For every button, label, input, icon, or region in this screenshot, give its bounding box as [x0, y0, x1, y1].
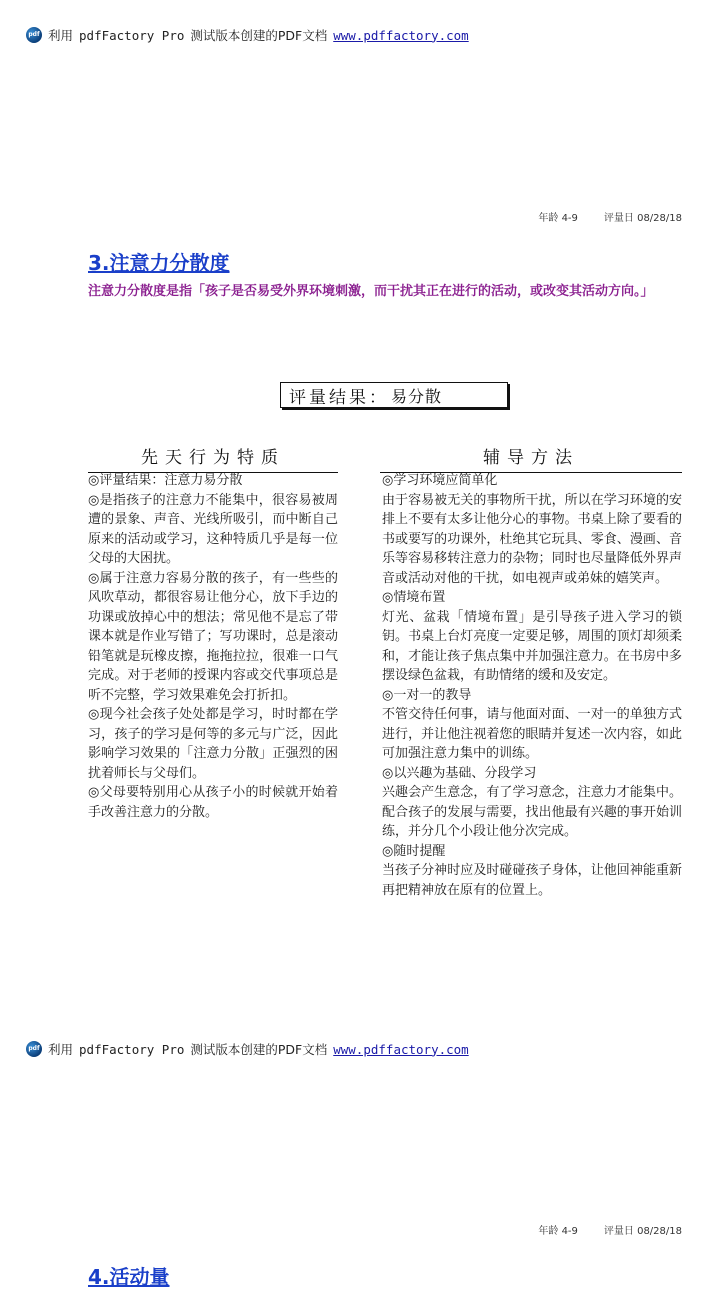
banner-app-name: pdfFactory Pro — [79, 27, 185, 43]
banner-prefix: 利用 — [48, 1042, 74, 1057]
result-value: 易分散 — [391, 386, 443, 406]
right-paragraph: ◎情境布置 — [382, 590, 446, 605]
left-paragraph: ◎现今社会孩子处处都是学习，时时都在学习，孩子的学习是何等的多元与广泛，因此影响学习效果的「注意力分散」正强烈的困扰着师长与父母们。 — [88, 707, 338, 781]
section-title: 3.注意力分散度 — [88, 251, 230, 275]
banner-prefix: 利用 — [48, 28, 74, 43]
left-paragraph: ◎是指孩子的注意力不能集中，很容易被周遭的景象、声音、光线所吸引，而中断自己原来的活动或学习，这种特质几乎是每一位父母的大困扰。 — [88, 492, 338, 566]
banner-link[interactable]: www.pdffactory.com — [333, 1041, 469, 1057]
page-meta — [538, 209, 682, 224]
assessment-date: 评量日 08/28/18 — [603, 213, 682, 224]
pdffactory-banner — [26, 24, 469, 46]
pdffactory-banner — [26, 1038, 469, 1060]
right-paragraph: 由于容易被无关的事物所干扰，所以在学习环境的安排上不要有太多让他分心的事物。书桌上除了要看的书或要写的功课外，杜绝其它玩具、零食、漫画、音乐等容易移转注意力的杂物；同时也尽量降低外界声音或活动对他的干扰，如电视声或弟妹的嬉笑声。 — [382, 492, 682, 586]
right-paragraph: ◎一对一的教导 — [382, 687, 472, 703]
right-paragraph: 兴趣会产生意念，有了学习意念，注意力才能集中。配合孩子的发展与需要，找出他最有兴趣的事开始训练，并分几个小段让他分次完成。 — [382, 785, 682, 839]
right-paragraph: ◎学习环境应简单化 — [382, 473, 498, 488]
section-definition: 注意力分散度是指「孩子是否易受外界环境刺激，而干扰其正在进行的活动，或改变其活动方向。」 — [88, 284, 654, 299]
assessment-date: 评量日 08/28/18 — [603, 1226, 682, 1237]
age-range: 年龄 4-9 — [538, 1226, 578, 1237]
banner-suffix: 测试版本创建的PDF文档 — [190, 1042, 328, 1057]
left-paragraph: ◎评量结果：注意力易分散 — [88, 473, 243, 488]
innate-traits-column — [88, 471, 338, 822]
banner-link[interactable]: www.pdffactory.com — [333, 27, 469, 43]
right-paragraph: 当孩子分神时应及时碰碰孩子身体，让他回神能重新再把精神放在原有的位置上。 — [382, 863, 682, 898]
left-column-heading: 先天行为特质 — [88, 443, 338, 473]
section-title: 4.活动量 — [88, 1265, 170, 1289]
pdffactory-logo-icon: pdf — [26, 1041, 42, 1057]
pdffactory-logo-icon: pdf — [26, 27, 42, 43]
guidance-column — [382, 471, 682, 900]
left-paragraph: ◎父母要特别用心从孩子小的时候就开始着手改善注意力的分散。 — [88, 785, 338, 820]
assessment-result-box — [280, 382, 508, 408]
right-paragraph: 灯光、盆栽「情境布置」是引导孩子进入学习的锁钥。书桌上台灯亮度一定要足够，周围的顶灯却须柔和，才能让孩子焦点集中并加强注意力。在书房中多摆设绿色盆栽，有助情绪的缓和及安定。 — [382, 609, 682, 683]
page-meta — [538, 1222, 682, 1237]
right-paragraph: ◎随时提醒 — [382, 843, 446, 859]
left-paragraph: ◎属于注意力容易分散的孩子，有一些些的风吹草动，都很容易让他分心，放下手边的功课或放掉心中的想法；常见他不是忘了带课本就是作业写错了；写功课时，总是滚动铅笔就是玩橡皮擦，拖拖拉拉，很难一口气完成。对于老师的授课内容或交代事项总是听不完整，学习效果难免会打折扣。 — [88, 570, 338, 703]
right-paragraph: ◎以兴趣为基础、分段学习 — [382, 765, 537, 781]
result-label: 评量结果： — [289, 387, 389, 408]
right-column-heading: 辅导方法 — [380, 443, 682, 473]
banner-suffix: 测试版本创建的PDF文档 — [190, 28, 328, 43]
banner-app-name: pdfFactory Pro — [79, 1041, 185, 1057]
age-range: 年龄 4-9 — [538, 213, 578, 224]
right-paragraph: 不管交待任何事，请与他面对面、一对一的单独方式进行，并让他注视着您的眼睛并复述一次内容，如此可加强注意力集中的训练。 — [382, 707, 682, 761]
